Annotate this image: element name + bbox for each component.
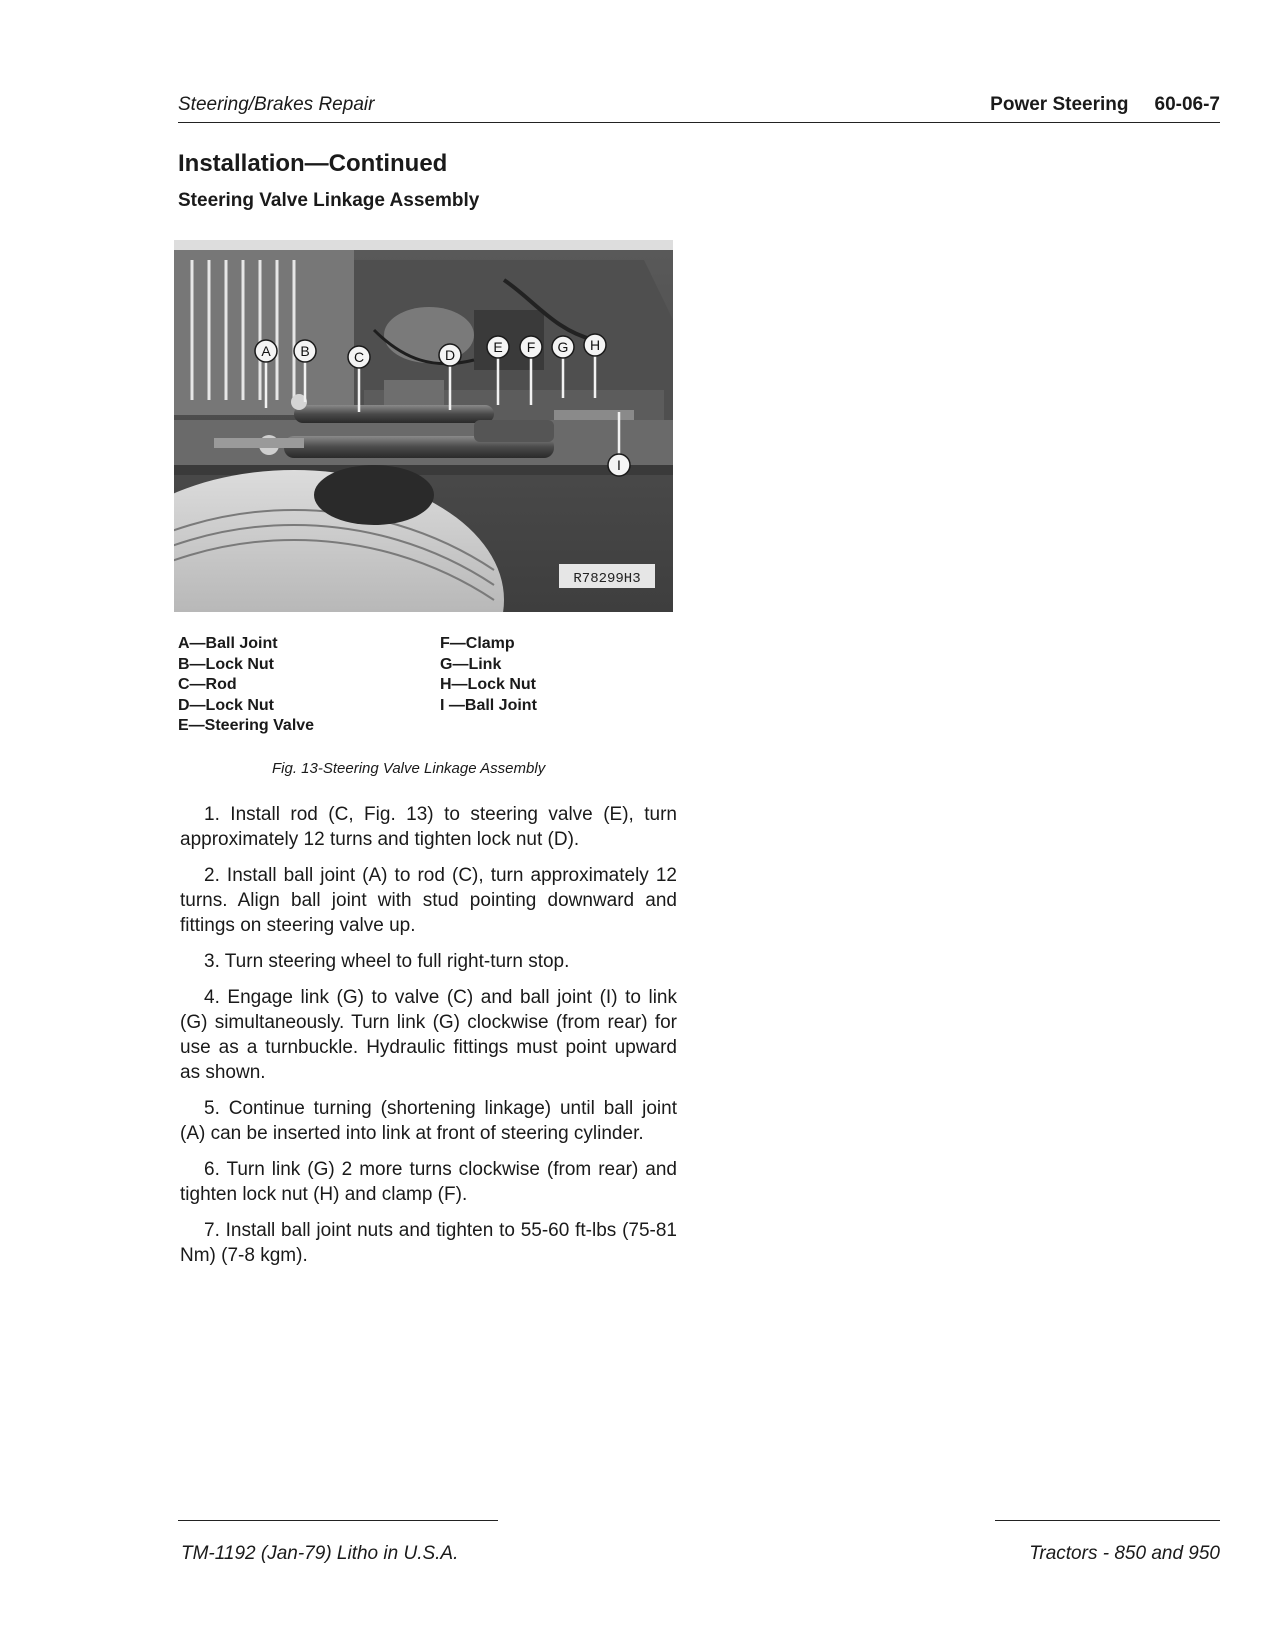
linkage-photo: [174, 240, 673, 612]
figure-legend-left: [178, 634, 314, 737]
procedure-steps: [180, 802, 677, 1279]
legend-item: F—Clamp: [440, 635, 515, 652]
subsection-title: Steering Valve Linkage Assembly: [178, 190, 480, 211]
legend-item: I —Ball Joint: [440, 696, 537, 714]
callout-f: F: [526, 339, 536, 355]
legend-item: D—Lock Nut: [178, 696, 274, 714]
callout-d: D: [444, 347, 456, 363]
callout-b: B: [300, 343, 310, 359]
callout-a: A: [261, 343, 271, 359]
callout-e: E: [493, 339, 503, 355]
legend-item: E—Steering Valve: [178, 717, 315, 734]
procedure-step: 7. Install ball joint nuts and tighten to 55-60 ft-lbs (75-81 Nm) (7-8 kgm).: [180, 1220, 677, 1266]
footer-manual-id: TM-1192 (Jan-79) Litho in U.S.A.: [181, 1543, 459, 1564]
procedure-step: 4. Engage link (G) to valve (C) and ball joint (I) to link (G) simultaneously. Turn link (G) clockwise (from rear) for use as a turnbuckle. Hydraulic fittings must point upward as shown.: [180, 987, 677, 1083]
legend-item: H—Lock Nut: [440, 676, 536, 693]
procedure-step: 1. Install rod (C, Fig. 13) to steering valve (E), turn approximately 12 turns and tighten lock nut (D).: [180, 804, 677, 850]
callout-h: H: [589, 337, 601, 353]
section-title: Installation—Continued: [178, 150, 448, 177]
procedure-step: 6. Turn link (G) 2 more turns clockwise (from rear) and tighten lock nut (H) and clamp (F).: [180, 1159, 677, 1205]
callout-c: C: [353, 349, 365, 365]
legend-item: A—Ball Joint: [178, 635, 278, 652]
page-header: [178, 94, 1220, 123]
header-section-title: Power Steering: [990, 94, 1129, 115]
callout-i: I: [617, 457, 621, 473]
header-page-number: 60-06-7: [1154, 94, 1220, 115]
procedure-step: 2. Install ball joint (A) to rod (C), turn approximately 12 turns. Align ball joint with stud pointing downward and fittings on steering valve up.: [180, 865, 677, 936]
figure-legend-right: [440, 634, 537, 716]
header-section: [990, 94, 1220, 116]
procedure-step: 3. Turn steering wheel to full right-turn stop.: [204, 951, 570, 972]
legend-item: G—Link: [440, 655, 502, 673]
header-chapter-title: Steering/Brakes Repair: [178, 94, 375, 115]
figure-caption: Fig. 13-Steering Valve Linkage Assembly: [272, 760, 546, 777]
legend-item: C—Rod: [178, 676, 237, 693]
photo-code: R78299H3: [573, 571, 641, 587]
callout-g: G: [557, 339, 569, 355]
footer-model-info: Tractors - 850 and 950: [1029, 1543, 1220, 1564]
footer-rule-left: [178, 1520, 498, 1521]
procedure-step: 5. Continue turning (shortening linkage) until ball joint (A) can be inserted into link at front of steering cylinder.: [180, 1098, 677, 1144]
footer-rule-right: [995, 1520, 1220, 1521]
linkage-photo-illustration: [174, 240, 673, 612]
legend-item: B—Lock Nut: [178, 655, 274, 673]
